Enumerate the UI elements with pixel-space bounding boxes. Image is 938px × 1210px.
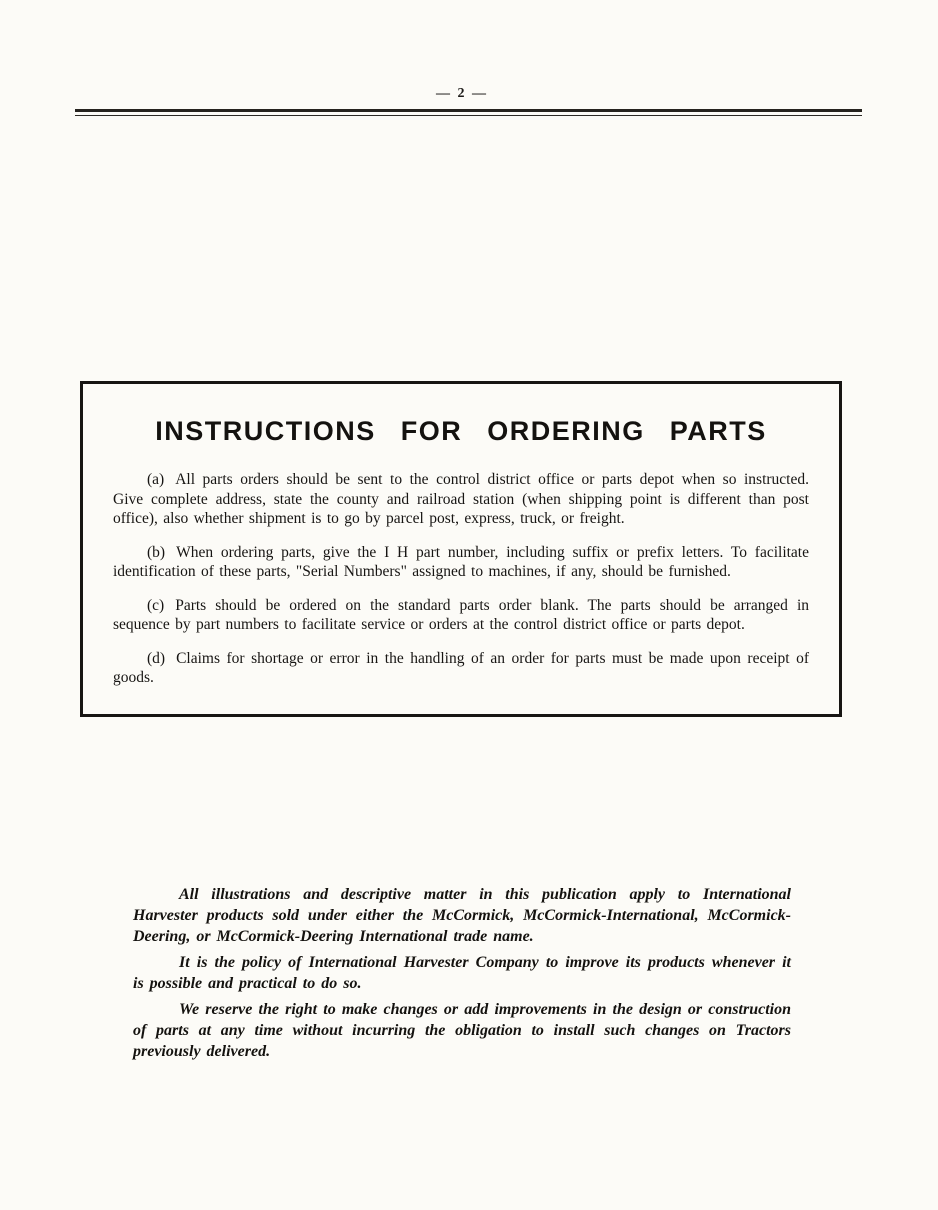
instructions-box	[80, 381, 842, 717]
header-rule-thin-line	[75, 115, 862, 117]
notice-paragraph-policy: It is the policy of International Harvester Company to improve its products whenever it is possible and practical to do so.	[133, 954, 791, 992]
notice-paragraph-changes: We reserve the right to make changes or add improvements in the design or construction of parts at any time without incurring the obligation to install such changes on Tractors previously delivered.	[133, 1001, 791, 1060]
instruction-item-c-text: Parts should be ordered on the standard parts order blank. The parts should be arranged in sequence by part numbers to facilitate service or orders at the control district office or parts depot.	[113, 596, 809, 633]
instructions-title: INSTRUCTIONS FOR ORDERING PARTS	[155, 416, 767, 446]
instruction-item-c-label: (c)	[147, 596, 165, 614]
instruction-item-b	[113, 543, 809, 582]
header-rule-thick-line	[75, 109, 862, 112]
instruction-item-b-text: When ordering parts, give the I H part number, including suffix or prefix letters. To facilitate identification of these parts, "Serial Numbers" assigned to machines, if any, should be furnished.	[113, 543, 809, 580]
instruction-item-a	[113, 470, 809, 529]
instruction-item-b-label: (b)	[147, 543, 166, 561]
page-number: — 2 —	[436, 86, 488, 101]
header-rule	[75, 109, 862, 116]
instruction-item-d	[113, 649, 809, 688]
instruction-item-a-text: All parts orders should be sent to the control district office or parts depot when so instructed. Give complete address, state the county and railroad station (when shipping point is different than post office), also whether shipment is to go by parcel post, express, truck, or freight.	[113, 471, 809, 527]
instruction-item-c	[113, 596, 809, 635]
notices-section	[133, 884, 791, 1067]
instruction-item-d-label: (d)	[147, 649, 166, 667]
instruction-item-d-text: Claims for shortage or error in the handling of an order for parts must be made upon receipt of goods.	[113, 649, 809, 686]
instruction-item-a-label: (a)	[147, 471, 165, 488]
notice-paragraph-trade-names: All illustrations and descriptive matter in this publication apply to International Harvester products sold under either the McCormick, McCormick-International, McCormick-Deering, or McCormick-Deering International trade name.	[133, 886, 791, 945]
